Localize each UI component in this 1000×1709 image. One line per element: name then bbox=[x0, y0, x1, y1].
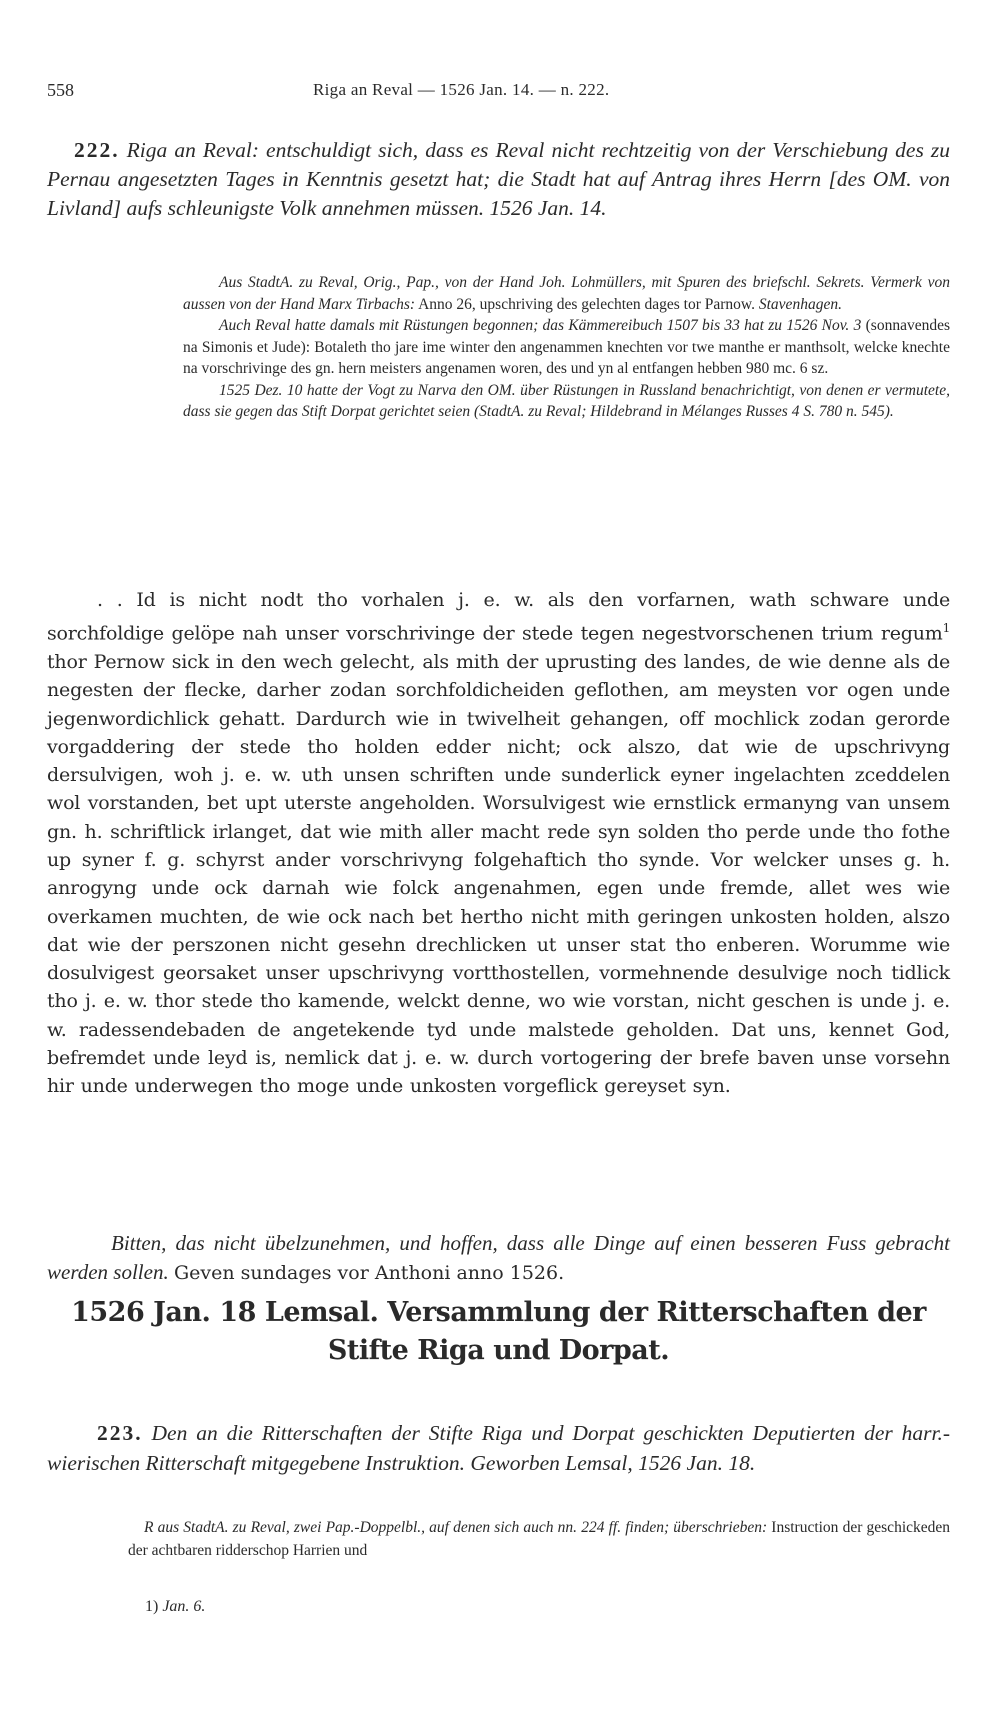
letter-text-part2: thor Pernow sick in den wech gelecht, als mith der uprusting des landes, de wie denne als de negesten der flecke, darher zodan sorchfoldicheiden geflothen, am meysten vor ogen unde jegenwordichlick gehatt. Dardurch wie in twivelheit gehangen, off mochlick zodan gerorde vorgaddering der stede tho holden edder nicht; ock alszo, dat wie de upschrivyng dersulvigen, woh j. e. w. uth unsen schriften unde sunderlick eyner ingelachten zceddelen wol vorstanden, bet upt uterste angeholden. Worsulvigest wie ernstlick ermanyng van unsem gn. h. schriftlick irlanget, dat wie mith aller macht rede syn solden tho perde unde tho fothe up syner f. g. schyrst ander vorschrivyng folgehaftich tho synde. Vor welcker unses g. h. anrogyng unde ock darnah wie folck angenahmen, egen unde fremde, allet wes wie overkamen muchten, de wie ock nach bet hertho nicht mith geringen unkosten holden, alszo dat wie der perszonen nicht gesehn drechlicken ut unser stat tho enberen. Worumme wie dosulvigest georsaket unser upschrivyng vortthostellen, vormehnende desulvige noch tidlick tho j. e. w. thor stede tho kamende, welckt denne, wo wie vorstan, nicht geschen is unde j. e. w. radessendebaden de angetekende tyd unde malstede geholden. Dat uns, kennet God, befremdet unde leyd is, nemlick dat j. e. w. durch vortogering der brefe baven unse vorsehn hir unde underwegen tho moge unde unkosten vorgeflick gereyset syn. bbox=[47, 650, 950, 1098]
document-number: 223. bbox=[97, 1421, 143, 1445]
source-note-roman: Anno 26, upschriving des gelechten dages tor Parnow. bbox=[418, 295, 755, 313]
closing-date: Geven sundages vor Anthoni anno 1526. bbox=[173, 1262, 565, 1284]
document-223-regest bbox=[47, 1419, 950, 1478]
section-heading-line2: Stifte Riga und Dorpat. bbox=[327, 1335, 670, 1366]
letter-text-part1: . . Id is nicht nodt tho vorhalen j. e. w. als den vorfarnen, wath schware unde sorchfoldige gelöpe nah unser vorschrivinge der stede tegen negestvorschenen trium regum bbox=[47, 589, 950, 645]
footnote-marker: 1) bbox=[145, 1598, 159, 1615]
source-note-end: Stavenhagen. bbox=[758, 295, 842, 313]
document-number: 222. bbox=[74, 138, 120, 162]
footnote bbox=[145, 1598, 205, 1616]
section-heading bbox=[47, 1294, 950, 1370]
document-223-source bbox=[128, 1516, 950, 1562]
section-heading-line1: 1526 Jan. 18 Lemsal. Versammlung der Ritterschaften der bbox=[71, 1297, 926, 1328]
document-222-regest bbox=[47, 136, 950, 223]
regest-text: Riga an Reval: entschuldigt sich, dass es Reval nicht rechtzeitig von der Verschiebung des zu Pernau angesetzten Tages in Kenntnis gesetzt hat; die Stadt hat auf Antrag ihres Herrn [des OM. von Livland] aufs schleunigste Volk annehmen müssen. 1526 Jan. 14. bbox=[47, 138, 950, 220]
page-number: 558 bbox=[47, 80, 74, 100]
note-rustungen bbox=[183, 315, 950, 380]
footnote-text: Jan. 6. bbox=[162, 1598, 206, 1615]
running-title: Riga an Reval — 1526 Jan. 14. — n. 222. bbox=[313, 80, 610, 99]
note-rustungen-roman: (sonnavendes na Simonis et Jude): Botaleth tho jare ime winter den angenammen knechten vor twe manthe er manthsolt, welcke knechte na vorschrivinge des gn. hern meisters angenamen woren, des und yn al entfangen hebben 980 mc. 6 sz. bbox=[183, 317, 950, 377]
footnote-reference: 1 bbox=[942, 621, 950, 636]
editorial-notes bbox=[183, 272, 950, 423]
regest-text: Den an die Ritterschaften der Stifte Riga und Dorpat geschickten Deputierten der harr.-wierischen Ritterschaft mitgegebene Instruktion. Geworben Lemsal, 1526 Jan. 18. bbox=[47, 1421, 951, 1475]
source-note-italic: Aus StadtA. zu Reval, Orig., Pap., von der Hand Joh. Lohmüllers, mit Spuren des briefschl. Sekrets. Vermerk von aussen von der Hand Marx Tirbachs: bbox=[183, 274, 950, 313]
letter-closing bbox=[47, 1229, 950, 1288]
note-rustungen-italic: Auch Reval hatte damals mit Rüstungen begonnen; das Kämmereibuch 1507 bis 33 hat zu 1526 Nov. 3 bbox=[219, 317, 862, 334]
letter-text bbox=[47, 586, 950, 1101]
closing-summary: Bitten, das nicht übelzunehmen, und hoffen, dass alle Dinge auf einen besseren Fuss gebracht werden sollen. bbox=[47, 1231, 950, 1284]
source-note bbox=[183, 272, 950, 315]
source-italic: R aus StadtA. zu Reval, zwei Pap.-Doppelbl., auf denen sich auch nn. 224 ff. finden; überschrieben: bbox=[144, 1519, 768, 1536]
running-head bbox=[47, 80, 950, 104]
note-narva: 1525 Dez. 10 hatte der Vogt zu Narva den OM. über Rüstungen in Russland benachrichtigt, von denen er vermutete, dass sie gegen das Stift Dorpat gerichtet seien (StadtA. zu Reval; Hildebrand in Mélanges Russes 4 S. 780 n. 545). bbox=[183, 381, 950, 420]
source-roman: Instruction der geschickeden der achtbaren ridderschop Harrien und bbox=[128, 1519, 951, 1559]
